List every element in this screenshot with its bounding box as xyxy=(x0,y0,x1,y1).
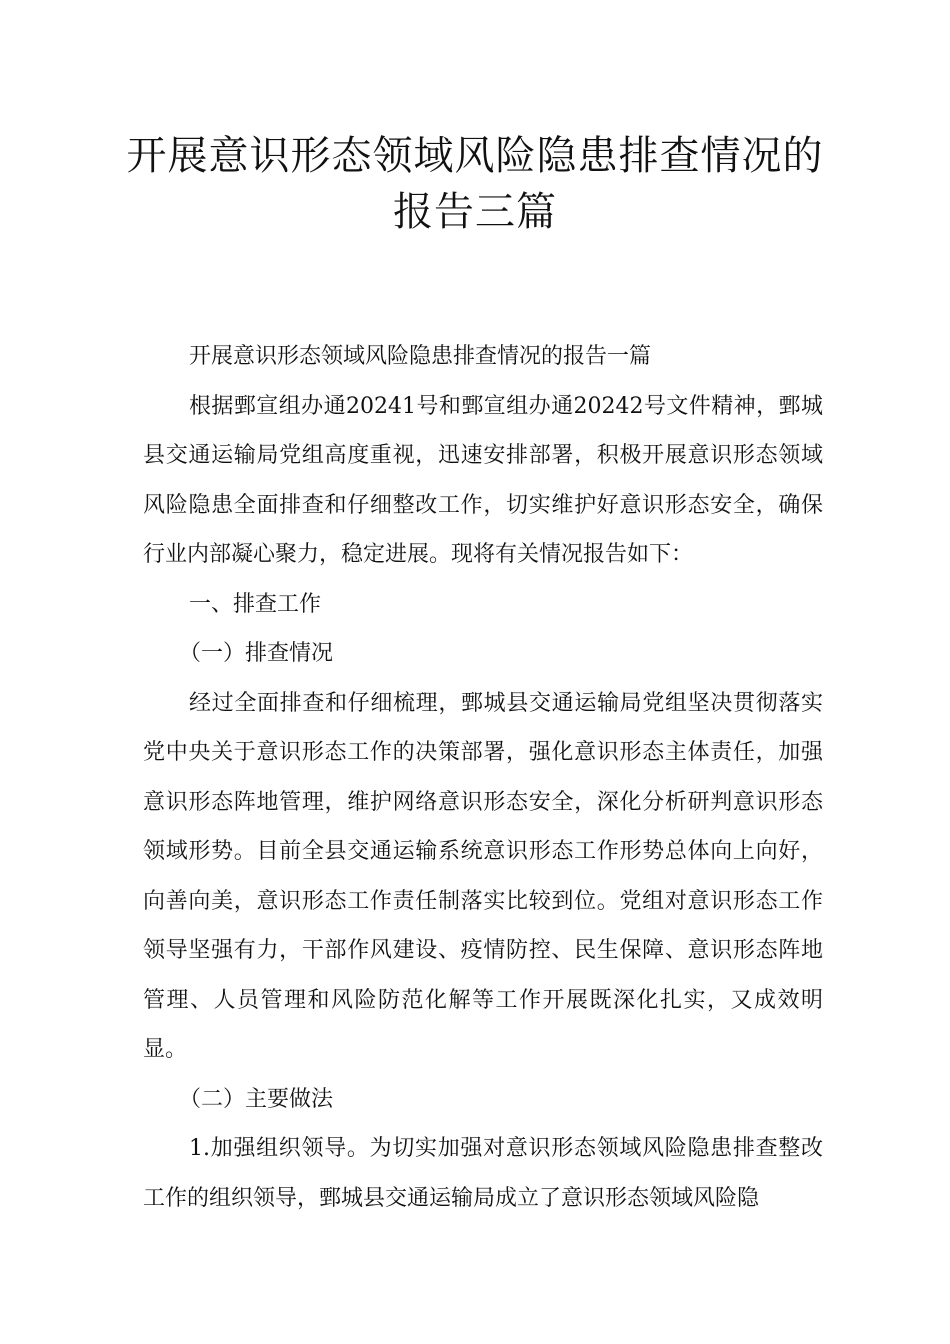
subsection-heading: （二）主要做法 xyxy=(179,1086,334,1112)
document-body xyxy=(143,332,823,1223)
subsection-heading: （一）排查情况 xyxy=(179,641,334,666)
body-paragraph: 1.加强组织领导。为切实加强对意识形态领域风险隐患排查整改工作的组织领导，鄄城县交通运输局成立了意识形态领域风险隐 xyxy=(143,1136,823,1211)
document-title xyxy=(100,128,850,240)
title-line-2: 报告三篇 xyxy=(393,189,557,235)
intro-paragraph: 根据鄄宣组办通20241号和鄄宣组办通20242号文件精神，鄄城县交通运输局党组高度重视，迅速安排部署，积极开展意识形态领域风险隐患全面排查和仔细整改工作，切实维护好意识形态安全，确保行业内部凝心聚力，稳定进展。现将有关情况报告如下： xyxy=(143,393,823,567)
title-line-1: 开展意识形态领域风险隐患排查情况的 xyxy=(126,133,824,179)
report-subtitle: 开展意识形态领域风险隐患排查情况的报告一篇 xyxy=(189,344,652,369)
section-heading: 一、排查工作 xyxy=(189,591,322,617)
body-paragraph: 经过全面排查和仔细梳理，鄄城县交通运输局党组坚决贯彻落实党中央关于意识形态工作的决策部署，强化意识形态主体责任，加强意识形态阵地管理，维护网络意识形态安全，深化分析研判意识形态领域形势。目前全县交通运输系统意识形态工作形势总体向上向好，向善向美，意识形态工作责任制落实比较到位。党组对意识形态工作领导坚强有力，干部作风建设、疫情防控、民生保障、意识形态阵地管理、人员管理和风险防范化解等工作开展既深化扎实，又成效明显。 xyxy=(143,690,823,1062)
